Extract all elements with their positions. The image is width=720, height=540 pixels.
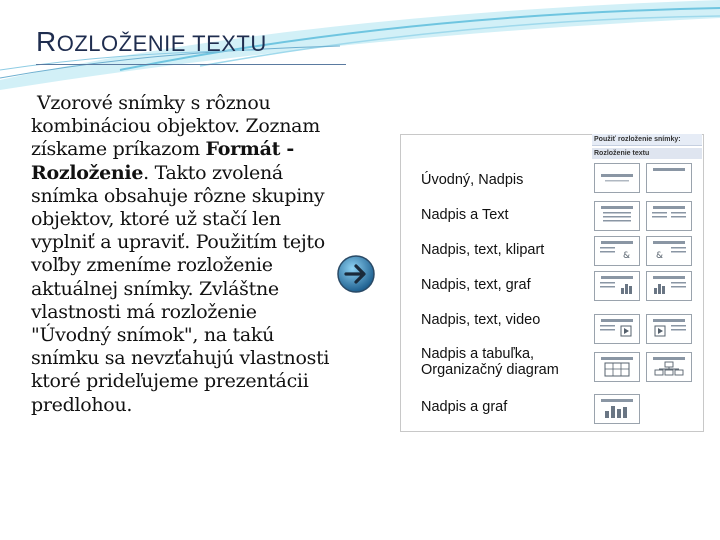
layout-thumb-chart-text[interactable] — [646, 271, 692, 301]
layout-label-title-chart[interactable]: Nadpis a graf — [421, 399, 508, 415]
full-chart-layout-icon — [595, 395, 639, 423]
two-column-layout-icon — [647, 202, 691, 230]
chart-layout-icon — [595, 272, 639, 300]
layout-label-title-text-clipart[interactable]: Nadpis, text, klipart — [421, 242, 545, 258]
svg-text:&: & — [623, 251, 631, 261]
layout-thumb-title-text-chart[interactable] — [594, 271, 640, 301]
layout-label-title-table-orgchart[interactable]: Nadpis a tabuľka, Organizačný diagram — [421, 346, 559, 378]
title-slide-layout-icon — [595, 164, 639, 192]
body-middle: . Takto zvolená snímka obsahuje rôzne skupiny objektov, ktoré už stačí len vyplniť a upraviť. Použitím tejto voľby zmeníme rozloženie aktuálnej snímky. Zvláštne vlastnosti má rozloženie "Úvodný snímok", na takú snímku sa nevzťahujú vlastnosti ktoré prideľujeme prezentácii predlohou. — [31, 161, 330, 416]
video-left-layout-icon — [647, 315, 691, 343]
layout-label-title-text[interactable]: Nadpis a Text — [421, 207, 509, 223]
layout-thumb-title-only[interactable] — [646, 163, 692, 193]
clipart-left-layout-icon — [647, 237, 691, 265]
menu-path: Formát - Rozloženie — [31, 138, 294, 184]
chart-left-layout-icon — [647, 272, 691, 300]
panel-header-apply-layout: Použiť rozloženie snímky: — [592, 134, 702, 146]
title-underline — [36, 64, 346, 65]
body-intro: Vzorové snímky s rôznou kombináciou objektov. Zoznam získame príkazom — [31, 92, 320, 161]
body-paragraph — [31, 92, 331, 417]
title-text-layout-icon — [595, 202, 639, 230]
slide-title — [36, 26, 267, 58]
layout-thumb-title-chart[interactable] — [594, 394, 640, 424]
layout-thumb-video-text[interactable] — [646, 314, 692, 344]
svg-text:&: & — [656, 251, 664, 261]
org-chart-layout-icon — [647, 353, 691, 381]
panel-header-text-layouts: Rozloženie textu — [592, 148, 702, 159]
layout-label-title-text-video[interactable]: Nadpis, text, video — [421, 312, 541, 328]
layout-thumb-title-two-columns[interactable] — [646, 201, 692, 231]
layout-thumb-title-text-clipart[interactable] — [594, 236, 640, 266]
layout-label-title-slide[interactable]: Úvodný, Nadpis — [421, 172, 524, 188]
clipart-layout-icon — [595, 237, 639, 265]
layout-thumb-title-table[interactable] — [594, 352, 640, 382]
title-only-layout-icon — [647, 164, 691, 192]
slide-title-rest: OZLOŽENIE TEXTU — [56, 31, 267, 56]
table-layout-icon — [595, 353, 639, 381]
layout-thumb-title-text-video[interactable] — [594, 314, 640, 344]
layout-thumb-title-slide[interactable] — [594, 163, 640, 193]
video-layout-icon — [595, 315, 639, 343]
arrow-right-circle-icon[interactable] — [336, 254, 376, 294]
layout-thumb-title-orgchart[interactable] — [646, 352, 692, 382]
layout-thumb-title-text[interactable] — [594, 201, 640, 231]
layout-label-title-text-chart[interactable]: Nadpis, text, graf — [421, 277, 531, 293]
slide-title-initial: R — [36, 26, 57, 57]
layout-thumb-clipart-text[interactable] — [646, 236, 692, 266]
